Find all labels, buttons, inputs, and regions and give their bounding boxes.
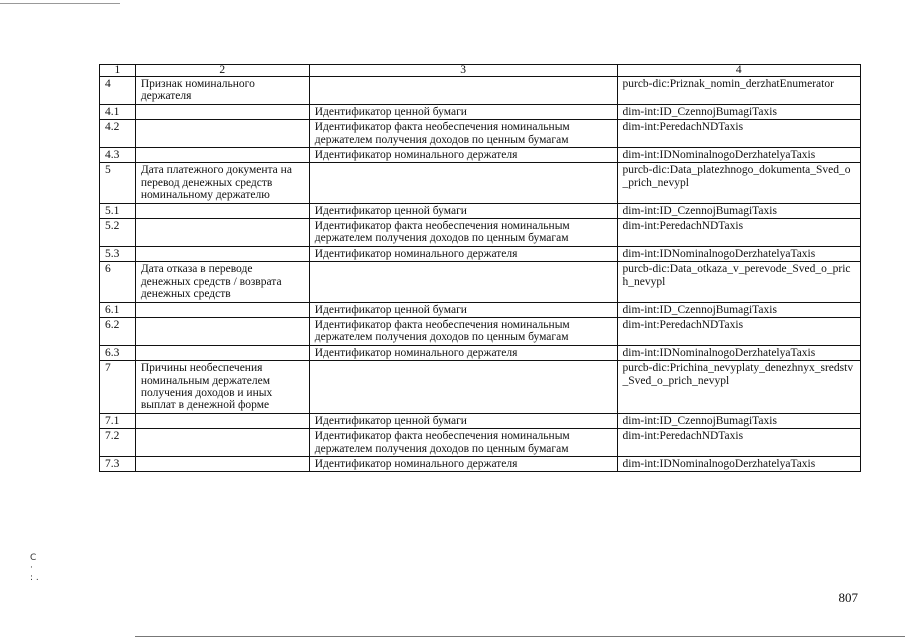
row-name-cell: [135, 429, 309, 457]
row-code-cell: purcb-dic:Data_otkaza_v_perevode_Sved_o_prich_nevypl: [617, 262, 861, 302]
row-name-cell: [135, 302, 309, 317]
row-name-cell: [135, 317, 309, 345]
row-code-cell: dim-int:IDNominalnogoDerzhatelyaTaxis: [617, 345, 861, 360]
row-description-cell: Идентификатор номинального держателя: [309, 456, 617, 471]
row-name-cell: [135, 120, 309, 148]
row-description-cell: Идентификатор факта необеспечения номинальным держателем получения доходов по ценным бумагам: [309, 120, 617, 148]
row-number-cell: 5.1: [100, 203, 136, 218]
row-code-cell: dim-int:ID_CzennojBumagiTaxis: [617, 302, 861, 317]
row-number-cell: 5: [100, 163, 136, 203]
table-row: [100, 203, 861, 218]
row-name-cell: Дата платежного документа на перевод денежных средств номинальному держателю: [135, 163, 309, 203]
row-name-cell: [135, 345, 309, 360]
table-row: [100, 77, 861, 105]
table-row: [100, 302, 861, 317]
row-code-cell: dim-int:ID_CzennojBumagiTaxis: [617, 203, 861, 218]
row-number-cell: 6: [100, 262, 136, 302]
row-description-cell: Идентификатор номинального держателя: [309, 148, 617, 163]
header-col-3: 3: [309, 65, 617, 77]
row-description-cell: Идентификатор ценной бумаги: [309, 302, 617, 317]
header-row: [100, 65, 861, 77]
row-name-cell: Признак номинального держателя: [135, 77, 309, 105]
header-col-4: 4: [617, 65, 861, 77]
row-code-cell: purcb-dic:Data_platezhnogo_dokumenta_Sved_o_prich_nevypl: [617, 163, 861, 203]
page-number: 807: [838, 590, 858, 605]
table-row: [100, 413, 861, 428]
row-name-cell: [135, 104, 309, 119]
table-row: [100, 120, 861, 148]
top-rule: [0, 3, 120, 4]
table-row: [100, 163, 861, 203]
row-code-cell: dim-int:ID_CzennojBumagiTaxis: [617, 104, 861, 119]
margin-marks: С · : .: [30, 553, 39, 583]
table-row: [100, 262, 861, 302]
bottom-rule: [135, 636, 905, 637]
row-code-cell: dim-int:PeredachNDTaxis: [617, 429, 861, 457]
row-code-cell: dim-int:IDNominalnogoDerzhatelyaTaxis: [617, 246, 861, 261]
row-number-cell: 5.3: [100, 246, 136, 261]
table-row: [100, 317, 861, 345]
row-number-cell: 6.1: [100, 302, 136, 317]
row-name-cell: [135, 219, 309, 247]
row-name-cell: [135, 148, 309, 163]
row-description-cell: Идентификатор факта необеспечения номинальным держателем получения доходов по ценным бумагам: [309, 429, 617, 457]
row-description-cell: [309, 262, 617, 302]
table-row: [100, 429, 861, 457]
row-name-cell: Причины необеспечения номинальным держателем получения доходов и иных выплат в денежной форме: [135, 361, 309, 414]
row-name-cell: [135, 203, 309, 218]
row-code-cell: dim-int:ID_CzennojBumagiTaxis: [617, 413, 861, 428]
table-row: [100, 219, 861, 247]
row-description-cell: [309, 361, 617, 414]
row-description-cell: Идентификатор номинального держателя: [309, 345, 617, 360]
row-number-cell: 7: [100, 361, 136, 414]
row-number-cell: 4.3: [100, 148, 136, 163]
row-description-cell: Идентификатор ценной бумаги: [309, 413, 617, 428]
row-code-cell: dim-int:PeredachNDTaxis: [617, 317, 861, 345]
table-row: [100, 361, 861, 414]
row-number-cell: 7.2: [100, 429, 136, 457]
row-number-cell: 5.2: [100, 219, 136, 247]
table-row: [100, 345, 861, 360]
row-number-cell: 7.3: [100, 456, 136, 471]
row-code-cell: purcb-dic:Priznak_nomin_derzhatEnumerator: [617, 77, 861, 105]
row-description-cell: [309, 163, 617, 203]
row-name-cell: [135, 456, 309, 471]
row-name-cell: [135, 246, 309, 261]
row-code-cell: dim-int:PeredachNDTaxis: [617, 219, 861, 247]
row-description-cell: [309, 77, 617, 105]
row-number-cell: 4.1: [100, 104, 136, 119]
row-code-cell: dim-int:IDNominalnogoDerzhatelyaTaxis: [617, 456, 861, 471]
row-description-cell: Идентификатор факта необеспечения номинальным держателем получения доходов по ценным бумагам: [309, 219, 617, 247]
table-row: [100, 148, 861, 163]
row-description-cell: Идентификатор факта необеспечения номинальным держателем получения доходов по ценным бумагам: [309, 317, 617, 345]
row-code-cell: purcb-dic:Prichina_nevyplaty_denezhnyx_sredstv_Sved_o_prich_nevypl: [617, 361, 861, 414]
row-number-cell: 4.2: [100, 120, 136, 148]
header-col-1: 1: [100, 65, 136, 77]
row-number-cell: 4: [100, 77, 136, 105]
row-name-cell: [135, 413, 309, 428]
row-description-cell: Идентификатор ценной бумаги: [309, 203, 617, 218]
row-code-cell: dim-int:PeredachNDTaxis: [617, 120, 861, 148]
table-row: [100, 246, 861, 261]
row-code-cell: dim-int:IDNominalnogoDerzhatelyaTaxis: [617, 148, 861, 163]
table-row: [100, 456, 861, 471]
row-number-cell: 7.1: [100, 413, 136, 428]
row-description-cell: Идентификатор ценной бумаги: [309, 104, 617, 119]
header-col-2: 2: [135, 65, 309, 77]
row-number-cell: 6.3: [100, 345, 136, 360]
taxonomy-table: [99, 64, 861, 472]
table-row: [100, 104, 861, 119]
row-description-cell: Идентификатор номинального держателя: [309, 246, 617, 261]
row-name-cell: Дата отказа в переводе денежных средств / возврата денежных средств: [135, 262, 309, 302]
row-number-cell: 6.2: [100, 317, 136, 345]
